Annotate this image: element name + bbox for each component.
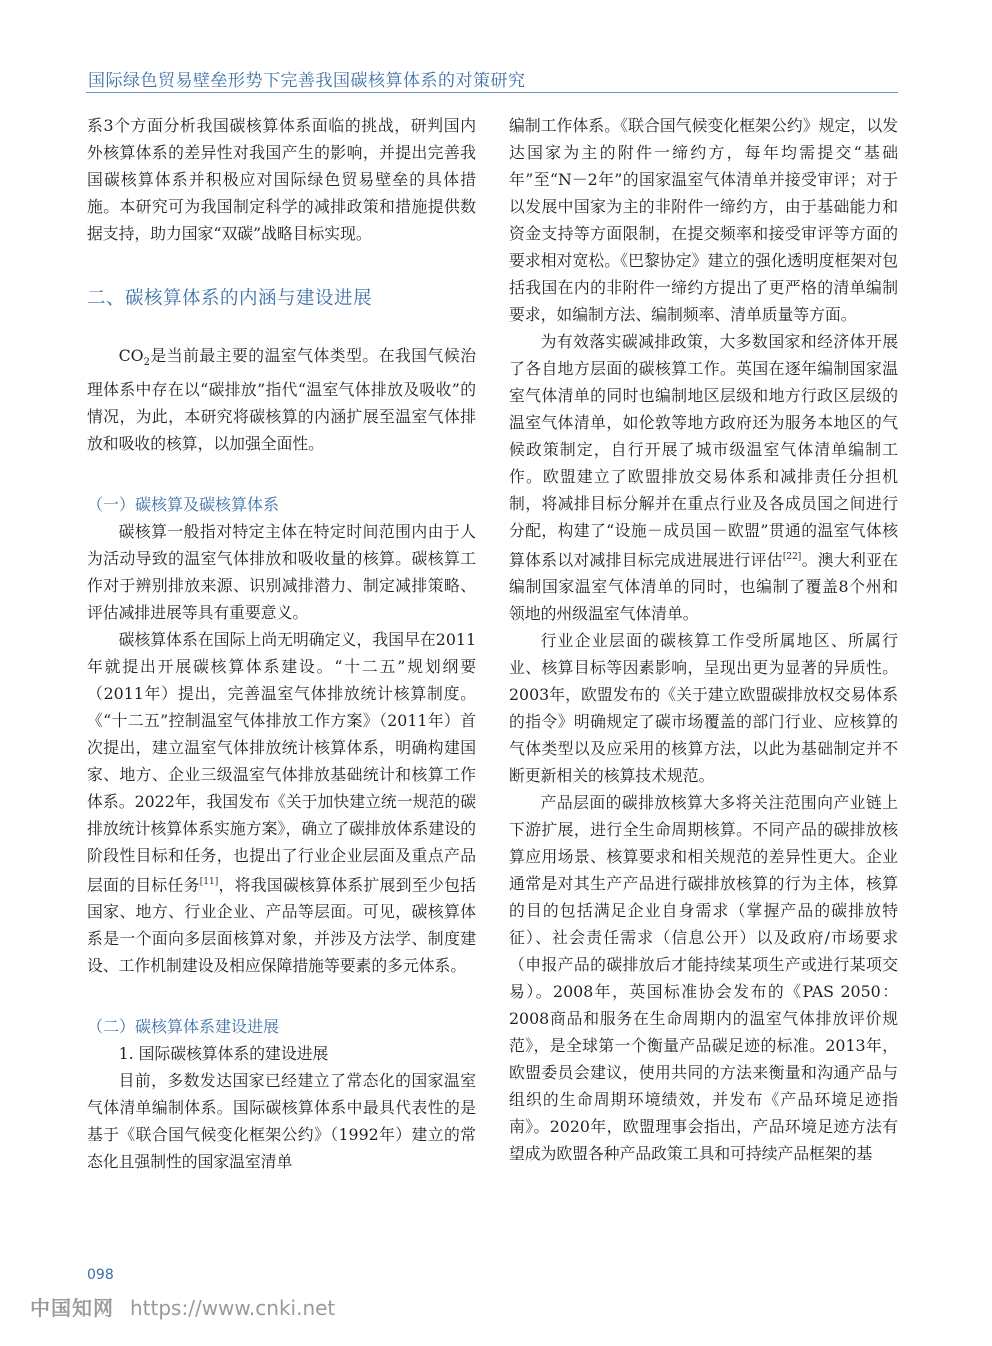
running-header-title: 国际绿色贸易壁垒形势下完善我国碳核算体系的对策研究 (88, 71, 526, 91)
co2-paragraph-text: 是当前最主要的温室气体类型。在我国气候治理体系中存在以“碳排放”指代“温室气体排放及吸收”的情况，为此，本研究将碳核算的内涵扩展至温室气体排放和吸收的核算，以加强全面性。 (87, 346, 476, 454)
paragraph-text: 碳核算体系在国际上尚无明确定义，我国早在2011年就提出开展碳核算体系建设。“十二五”规划纲要（2011年）提出，完善温室气体排放统计核算制度。《“十二五”控制温室气体排放工作方案》（2011年）首次提出，建立温室气体排放统计核算体系，明确构建国家、地方、企业三级温室气体排放基础统计和核算工作体系。2022年，我国发布《关于加快建立统一规范的碳排放统计核算体系实施方案》，确立了碳排放体系建设的阶段性目标和任务，也提出了行业企业层面及重点产品层面的目标任务 (87, 630, 476, 895)
intro-paragraph: 系3个方面分析我国碳核算体系面临的挑战，研判国内外核算体系的差异性对我国产生的影响，并提出完善我国碳核算体系并积极应对国际绿色贸易壁垒的具体措施。本研究可为我国制定科学的减排政策和措施提供数据支持，助力国家“双碳”战略目标实现。 (87, 116, 476, 243)
local-level-paragraph (509, 328, 898, 627)
citation-11: [11] (199, 877, 219, 888)
watermark-url: https://www.cnki.net (130, 1296, 336, 1320)
cnki-watermark (30, 1292, 335, 1321)
page-number: 098 (87, 1267, 114, 1283)
numbered-heading-1: 1. 国际碳核算体系的建设进展 (118, 1044, 329, 1064)
co2-prefix: CO (118, 346, 144, 365)
citation-22: [22] (782, 552, 802, 562)
paragraph-text-continued: 。澳大利亚在编制国家温室气体清单的同时，也编制了覆盖8个州和领地的州级温室气体清单。 (509, 550, 898, 624)
section-heading: 二、碳核算体系的内涵与建设进展 (87, 288, 373, 309)
header-divider (86, 92, 898, 93)
carbon-accounting-definition-paragraph: 碳核算一般指对特定主体在特定时间范围内由于人为活动导致的温室气体排放和吸收量的核算。碳核算工作对于辨别排放来源、识别减排潜力、制定减排策略、评估减排进展等具有重要意义。 (87, 522, 476, 623)
international-system-paragraph: 目前，多数发达国家已经建立了常态化的国家温室气体清单编制体系。国际碳核算体系中最具代表性的是基于《联合国气候变化框架公约》（1992年）建立的常态化且强制性的国家温室清单 (87, 1071, 476, 1172)
co2-paragraph (87, 342, 476, 457)
subsection-heading-2: （二）碳核算体系建设进展 (87, 1017, 280, 1037)
unfccc-continuation-paragraph: 编制工作体系。《联合国气候变化框架公约》规定，以发达国家为主的附件一缔约方，每年均需提交“基础年”至“N－2年”的国家温室气体清单并接受审评；对于以发展中国家为主的非附件一缔约方，由于基础能力和资金支持等方面限制，在提交频率和接受审评等方面的要求相对宽松。《巴黎协定》建立的强化透明度框架对包括我国在内的非附件一缔约方提出了更严格的清单编制要求，如编制方法、编制频率、清单质量等方面。 (509, 116, 898, 324)
right-column (509, 112, 898, 1167)
watermark-name: 中国知网 (30, 1296, 114, 1320)
carbon-accounting-system-paragraph (87, 626, 476, 979)
industry-level-paragraph: 行业企业层面的碳核算工作受所属地区、所属行业、核算目标等因素影响，呈现出更为显著的异质性。2003年，欧盟发布的《关于建立欧盟碳排放权交易体系的指令》明确规定了碳市场覆盖的部门行业、应核算的气体类型以及应采用的核算方法，以此为基础制定并不断更新相关的核算技术规范。 (509, 631, 898, 786)
left-column (87, 112, 476, 1175)
paragraph-text-continued: ，将我国碳核算体系扩展到至少包括国家、地方、行业企业、产品等层面。可见，碳核算体系是一个面向多层面核算对象，并涉及方法学、制度建设、工作机制建设及相应保障措施等要素的多元体系。 (87, 875, 476, 976)
subsection-heading-1: （一）碳核算及碳核算体系 (87, 495, 280, 515)
co2-subscript: 2 (143, 357, 151, 369)
paragraph-text: 为有效落实碳减排政策，大多数国家和经济体开展了各自地方层面的碳核算工作。英国在逐年编制国家温室气体清单的同时也编制地区层级和地方行政区层级的温室气体清单，如伦敦等地方政府还为服务本地区的气候政策制定，自行开展了城市级温室气体清单编制工作。欧盟建立了欧盟排放交易体系和减排责任分担机制，将减排目标分解并在重点行业及各成员国之间进行分配，构建了“设施－成员国－欧盟”贯通的温室气体核算体系以对减排目标完成进展进行评估 (509, 332, 898, 570)
product-level-paragraph: 产品层面的碳排放核算大多将关注范围向产业链上下游扩展，进行全生命周期核算。不同产品的碳排放核算应用场景、核算要求和相关规范的差异性更大。企业通常是对其生产产品进行碳排放核算的行为主体，核算的目的包括满足企业自身需求（掌握产品的碳排放特征）、社会责任需求（信息公开）以及政府/市场要求（申报产品的碳排放后才能持续某项生产或进行某项交易）。2008年，英国标准协会发布的《PAS 2050：2008商品和服务在生命周期内的温室气体排放评价规范》，是全球第一个衡量产品碳足迹的标准。2013年，欧盟委员会建议，使用共同的方法来衡量和沟通产品与组织的生命周期环境绩效，并发布《产品环境足迹指南》。2020年，欧盟理事会指出，产品环境足迹方法有望成为欧盟各种产品政策工具和可持续产品框架的基 (509, 793, 898, 1164)
